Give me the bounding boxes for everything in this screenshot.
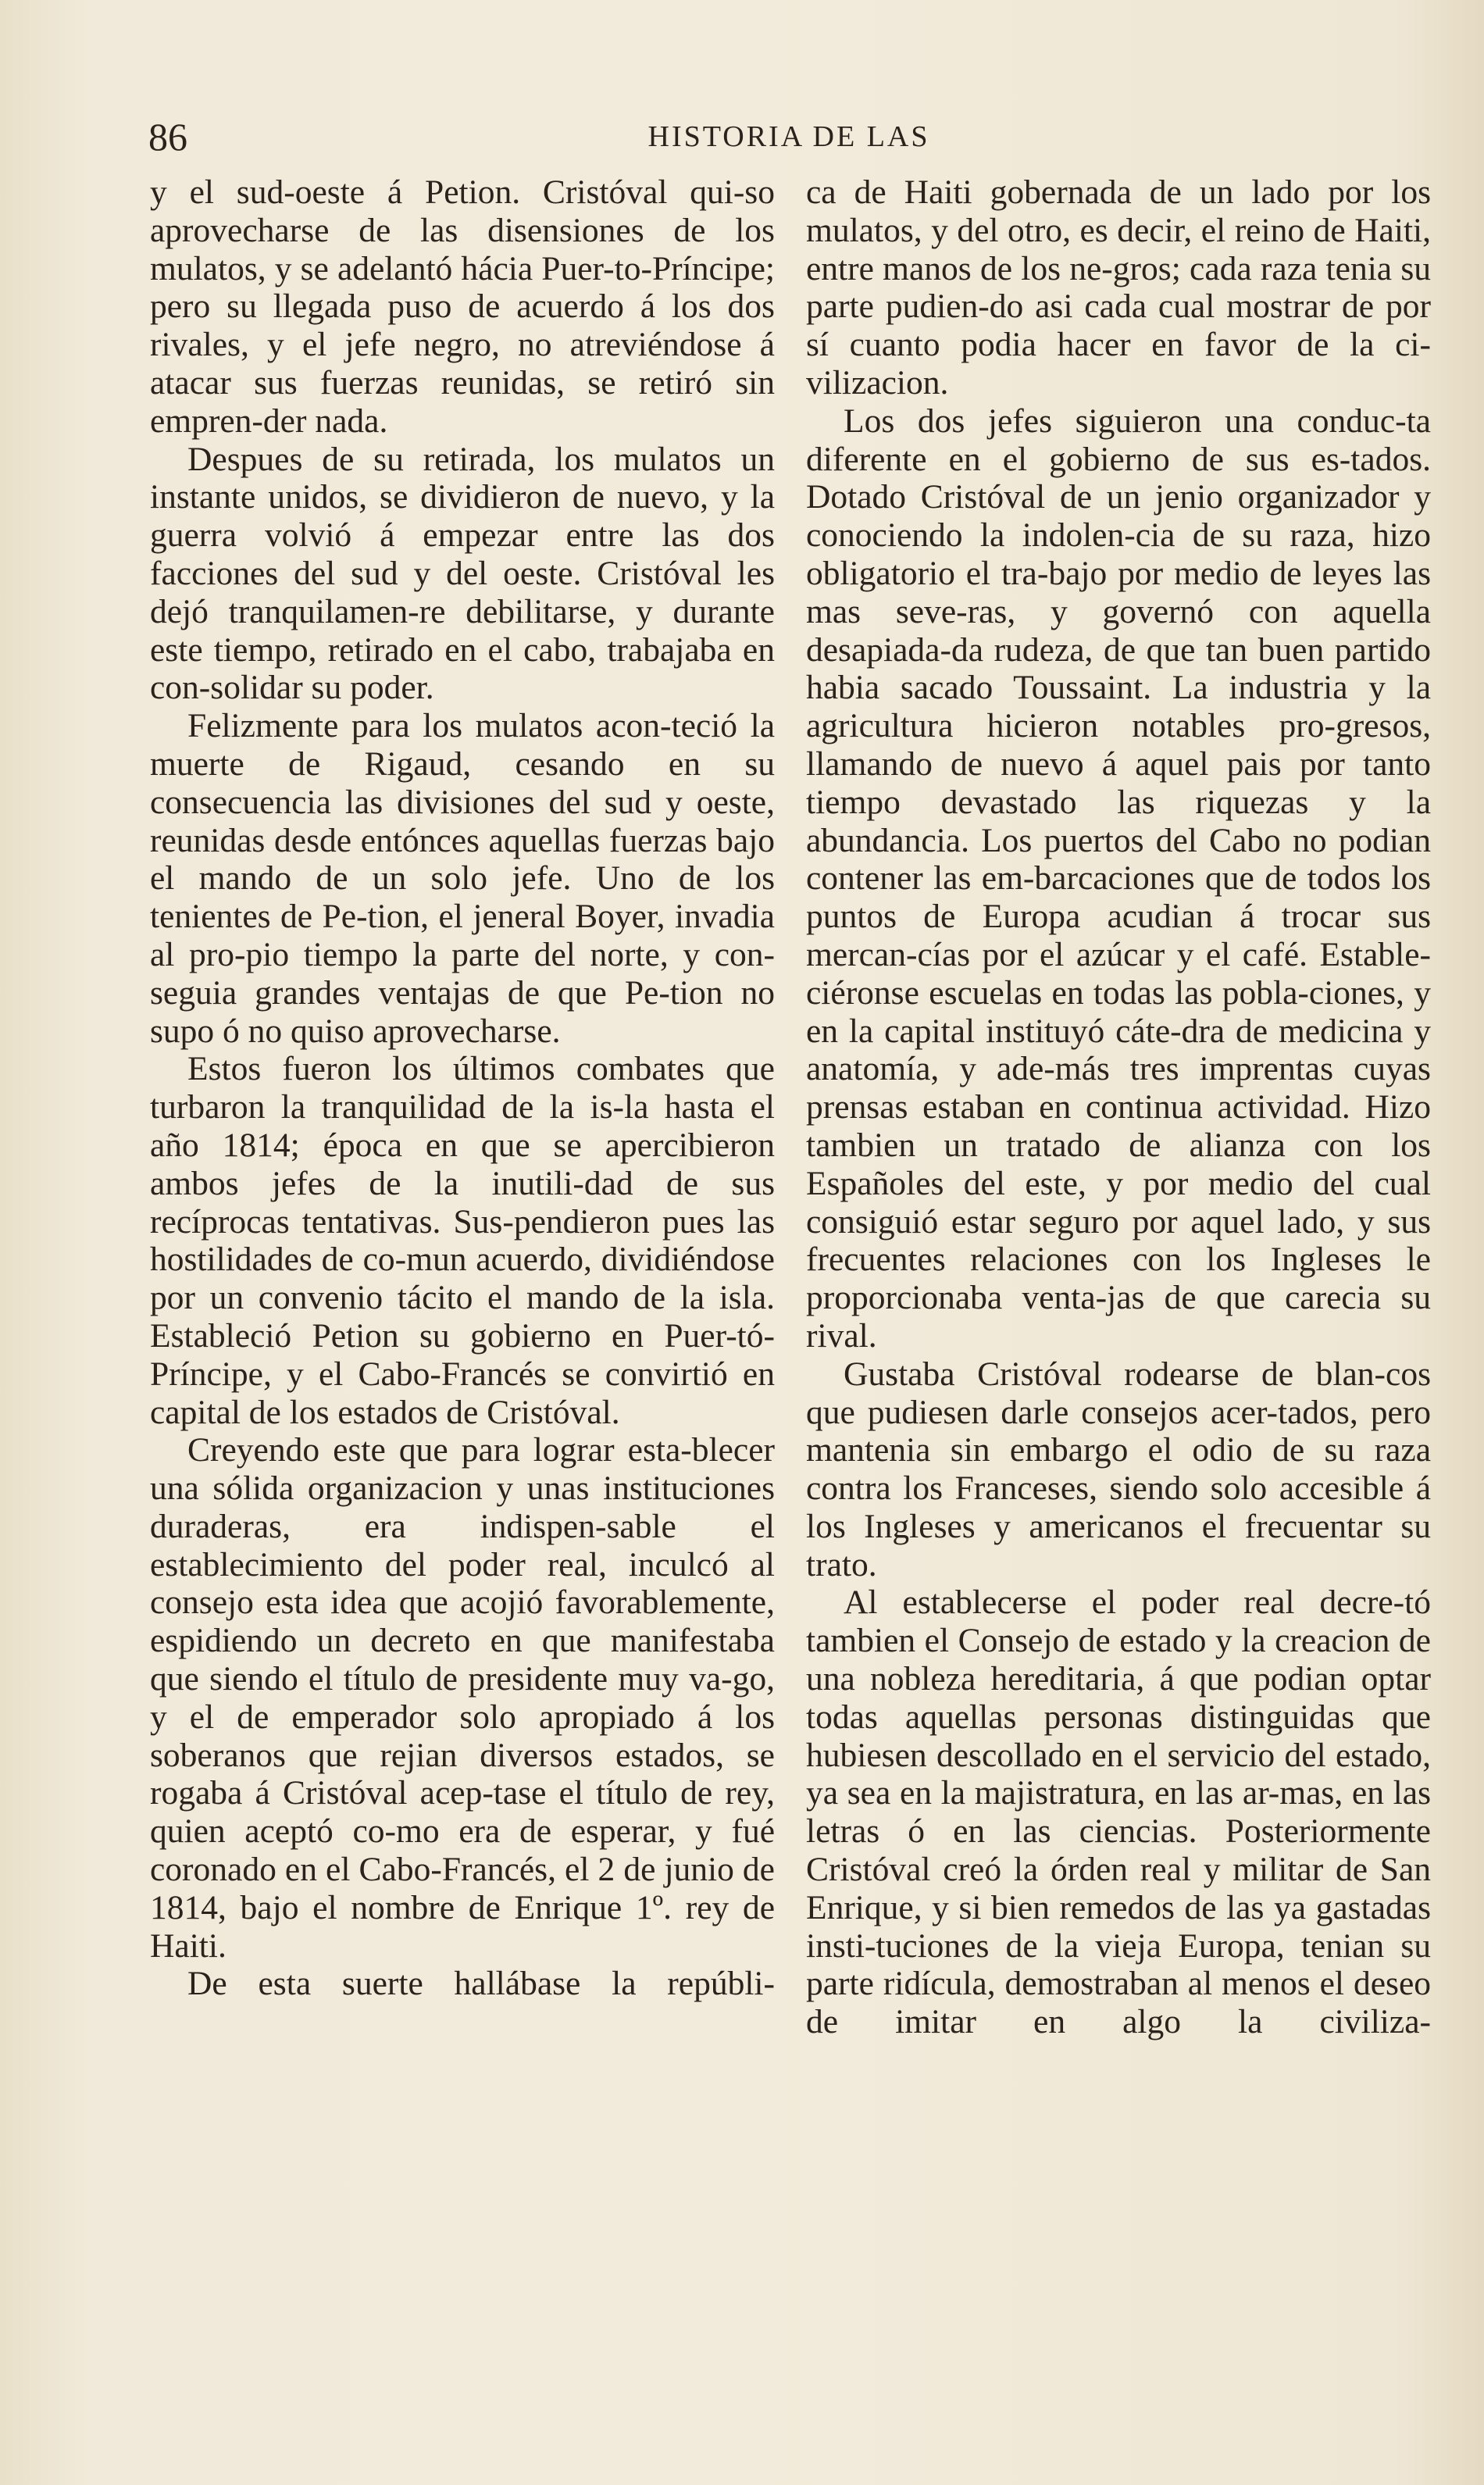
- running-title: HISTORIA DE LAS: [647, 120, 930, 153]
- paragraph: Los dos jefes siguieron una conduc-ta diferente en el gobierno de sus es-tados. Dotado Cristóval de un jenio organizador y conociendo la indolen-cia de su raza, hizo obligatorio el tra-bajo por medio de leyes las mas seve-ras, y governó con aquella desapiada-da rudeza, de que tan buen partido habia sacado Toussaint. La industria y la agricultura hicieron notables pro-gresos, llamando de nuevo á aquel pais por tanto tiempo devastado las riquezas y la abundancia. Los puertos del Cabo no podian contener las em-barcaciones que de todos los puntos de Europa acudian á trocar sus mercan-cías por el azúcar y el café. Estable-ciéronse escuelas en todas las pobla-ciones, y en la capital instituyó cáte-dra de medicina y anatomía, y ade-más tres imprentas cuyas prensas estaban en continua actividad. Hizo tambien un tratado de alianza con los Españoles del este, y por medio del cual consiguió estar seguro por aquel lado, y sus frecuentes relaciones con los Ingleses le proporcionaba venta-jas de que carecia su rival.: [806, 402, 1431, 1355]
- paragraph: Felizmente para los mulatos acon-teció la muerte de Rigaud, cesando en su consecuencia las divisiones del sud y oeste, reunidas desde entónces aquellas fuerzas bajo el mando de un solo jefe. Uno de los tenientes de Pe-tion, el jeneral Boyer, invadia al pro-pio tiempo la parte del norte, y con-seguia grandes ventajas de que Pe-tion no supo ó no quiso aprovecharse.: [150, 707, 775, 1050]
- left-column: [150, 173, 775, 2003]
- paragraph: y el sud-oeste á Petion. Cristóval qui-so aprovecharse de las disensiones de los mulatos, y se adelantó hácia Puer-to-Príncipe; pero su llegada puso de acuerdo á los dos rivales, y el jefe negro, no atreviéndose á atacar sus fuerzas reunidas, se retiró sin empren-der nada.: [150, 173, 775, 440]
- page-header: [148, 109, 1429, 164]
- paragraph: Estos fueron los últimos combates que turbaron la tranquilidad de la is-la hasta el año 1814; época en que se apercibieron ambos jefes de la inutili-dad de sus recíprocas tentativas. Sus-pendieron pues las hostilidades de co-mun acuerdo, dividiéndose por un convenio tácito el mando de la isla. Estableció Petion su gobierno en Puer-tó-Príncipe, y el Cabo-Francés se convirtió en capital de los estados de Cristóval.: [150, 1050, 775, 1431]
- paragraph: Al establecerse el poder real decre-tó tambien el Consejo de estado y la creacion de una nobleza hereditaria, á que podian optar todas aquellas personas distinguidas que hubiesen descollado en el servicio del estado, ya sea en la majistratura, en las ar-mas, en las letras ó en las ciencias. Posteriormente Cristóval creó la órden real y militar de San Enrique, y si bien remedos de las ya gastadas insti-tuciones de la vieja Europa, tenian su parte ridícula, demostraban al menos el deseo de imitar en algo la civiliza-: [806, 1583, 1431, 2041]
- paragraph: Gustaba Cristóval rodearse de blan-cos que pudiesen darle consejos acer-tados, pero mantenia sin embargo el odio de su raza contra los Franceses, siendo solo accesible á los Ingleses y americanos el frecuentar su trato.: [806, 1355, 1431, 1583]
- paragraph: Despues de su retirada, los mulatos un instante unidos, se dividieron de nuevo, y la guerra volvió á empezar entre las dos facciones del sud y del oeste. Cristóval les dejó tranquilamen-re debilitarse, y durante este tiempo, retirado en el cabo, trabajaba en con-solidar su poder.: [150, 440, 775, 707]
- paragraph: De esta suerte hallábase la repúbli-: [187, 1965, 775, 2003]
- paragraph: Creyendo este que para lograr esta-blecer una sólida organizacion y unas instituciones duraderas, era indispen-sable el establecimiento del poder real, inculcó al consejo esta idea que acojió favorablemente, espidiendo un decreto en que manifestaba que siendo el título de presidente muy va-go, y el de emperador solo apropiado á los soberanos que rejian diversos estados, se rogaba á Cristóval acep-tase el título de rey, quien aceptó co-mo era de esperar, y fué coronado en el Cabo-Francés, el 2 de junio de 1814, bajo el nombre de Enrique 1º. rey de Haiti.: [150, 1431, 775, 1965]
- paragraph: ca de Haiti gobernada de un lado por los mulatos, y del otro, es decir, el reino de Haiti, entre manos de los ne-gros; cada raza tenia su parte pudien-do asi cada cual mostrar de por sí cuanto podia hacer en favor de la ci-vilizacion.: [806, 173, 1431, 402]
- page-number: 86: [148, 115, 187, 159]
- right-column: [806, 173, 1431, 2041]
